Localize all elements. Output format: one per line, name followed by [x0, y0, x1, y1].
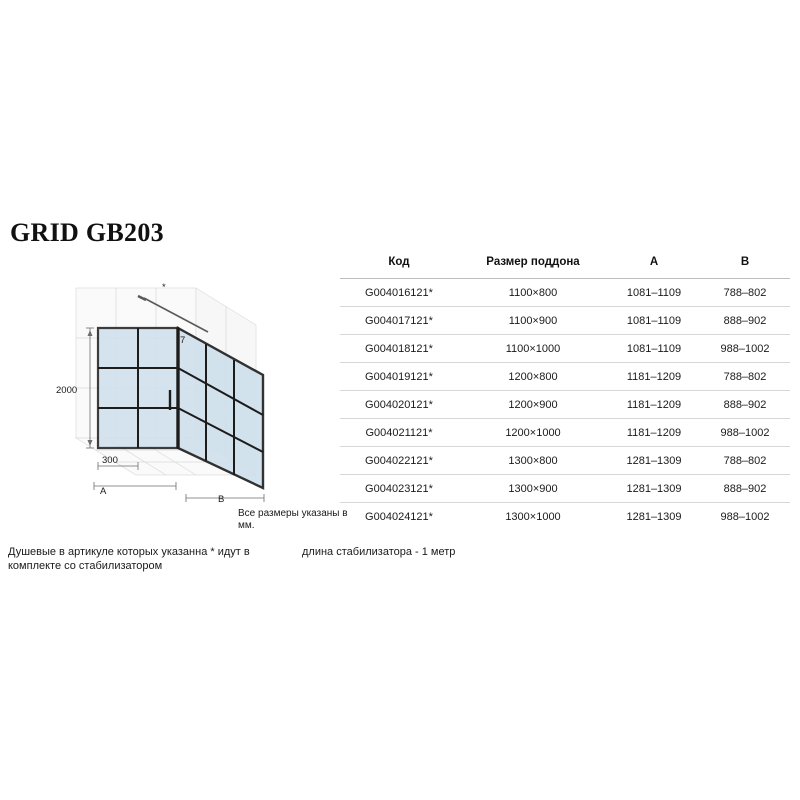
table-row	[340, 279, 790, 307]
cell-size: 1100×800	[458, 279, 608, 307]
cell-b: 788–802	[700, 363, 790, 391]
cell-code: G004024121*	[340, 503, 458, 531]
cell-a: 1081–1109	[608, 279, 700, 307]
cell-b: 788–802	[700, 447, 790, 475]
dimension-depth-label: 300	[102, 455, 118, 466]
cell-b: 888–902	[700, 307, 790, 335]
table-row	[340, 307, 790, 335]
cell-a: 1181–1209	[608, 419, 700, 447]
cell-size: 1300×900	[458, 475, 608, 503]
cell-a: 1281–1309	[608, 475, 700, 503]
cell-a: 1281–1309	[608, 503, 700, 531]
marker-star-label: *	[162, 282, 166, 293]
cell-code: G004022121*	[340, 447, 458, 475]
table-body	[340, 279, 790, 531]
cell-code: G004020121*	[340, 391, 458, 419]
marker-seven-label: 7	[180, 335, 186, 346]
cell-b: 988–1002	[700, 503, 790, 531]
cell-size: 1300×1000	[458, 503, 608, 531]
table-row	[340, 503, 790, 531]
cell-b: 988–1002	[700, 419, 790, 447]
product-drawing	[58, 270, 318, 520]
dimension-height-label: 2000	[56, 385, 78, 396]
table-row	[340, 391, 790, 419]
footnote-stabilizer-length: длина стабилизатора - 1 метр	[302, 546, 456, 558]
cell-a: 1181–1209	[608, 391, 700, 419]
cell-b: 988–1002	[700, 335, 790, 363]
cell-code: G004023121*	[340, 475, 458, 503]
cell-b: 888–902	[700, 475, 790, 503]
cell-a: 1081–1109	[608, 335, 700, 363]
cell-code: G004018121*	[340, 335, 458, 363]
cell-size: 1300×800	[458, 447, 608, 475]
cell-a: 1281–1309	[608, 447, 700, 475]
cell-a: 1181–1209	[608, 363, 700, 391]
column-header-code: Код	[388, 256, 410, 268]
page-title: GRID GB203	[10, 218, 164, 247]
units-note: Все размеры указаны в мм.	[238, 508, 348, 531]
specification-table	[340, 252, 790, 530]
column-header-tray-size: Размер поддона	[486, 256, 580, 268]
footnote-stabilizer-included: Душевые в артикуле которых указанна * идут в комплекте со стабилизатором	[8, 546, 250, 572]
dimension-b-label: B	[218, 494, 225, 505]
cell-code: G004019121*	[340, 363, 458, 391]
dimension-a-label: A	[100, 486, 107, 497]
table-row	[340, 475, 790, 503]
cell-code: G004017121*	[340, 307, 458, 335]
cell-size: 1200×1000	[458, 419, 608, 447]
cell-code: G004016121*	[340, 279, 458, 307]
cell-size: 1100×1000	[458, 335, 608, 363]
cell-size: 1200×900	[458, 391, 608, 419]
cell-size: 1100×900	[458, 307, 608, 335]
cell-code: G004021121*	[340, 419, 458, 447]
table-row	[340, 363, 790, 391]
table-row	[340, 419, 790, 447]
column-header-b: B	[740, 256, 750, 268]
cell-b: 888–902	[700, 391, 790, 419]
cell-b: 788–802	[700, 279, 790, 307]
cell-a: 1081–1109	[608, 307, 700, 335]
column-header-a: A	[649, 256, 659, 268]
table-row	[340, 447, 790, 475]
cell-size: 1200×800	[458, 363, 608, 391]
table-header-row	[340, 252, 790, 279]
table-row	[340, 335, 790, 363]
